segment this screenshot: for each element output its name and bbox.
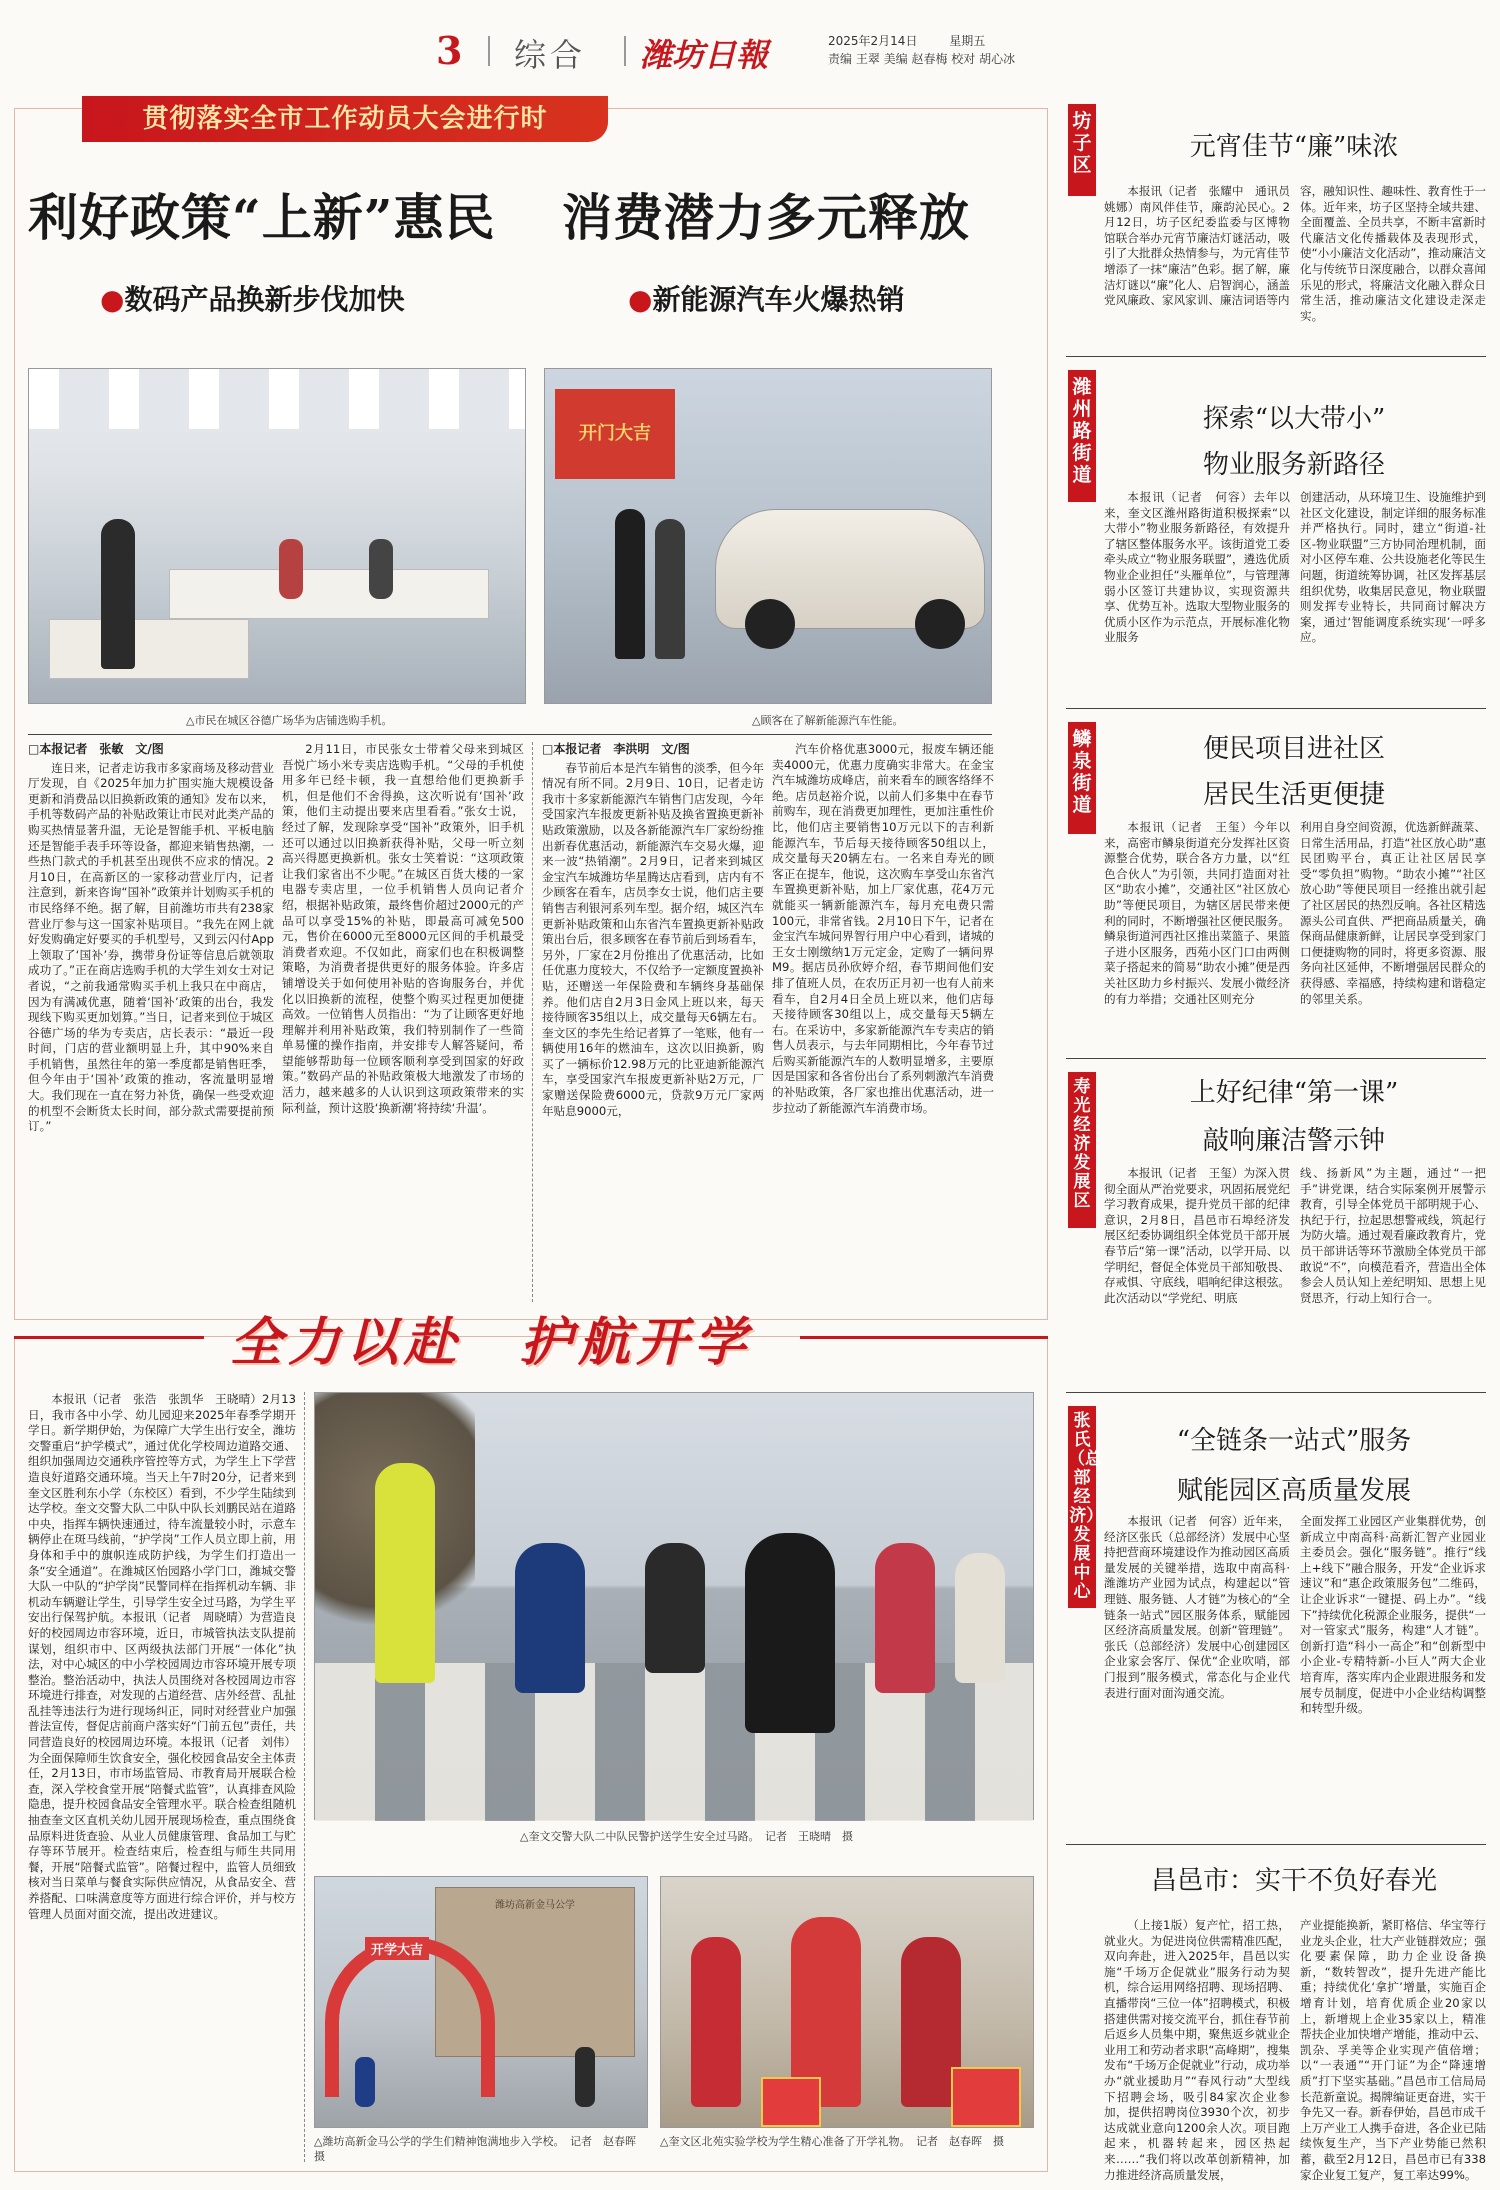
shopper-figure bbox=[615, 509, 645, 659]
police-officer bbox=[375, 1463, 435, 1683]
student-figure bbox=[875, 1543, 935, 1693]
gifts-photo bbox=[660, 1876, 1034, 2128]
issue-date bbox=[828, 32, 985, 49]
phone-photo-caption: △市民在城区谷德广场华为店铺选购手机。 bbox=[186, 714, 393, 727]
shopper-figure bbox=[279, 539, 303, 599]
divider bbox=[304, 1392, 305, 2162]
gift-box bbox=[951, 2067, 1021, 2127]
display-table bbox=[49, 619, 249, 679]
right-article-col2: 利用自身空间资源，优选新鲜蔬菜、日常生活用品，打造“社区放心助”惠民团购平台，真正让社区居民享受“零负担”购物。“助农小摊”“社区放心助”等便民项目一经推出就引起了社区居民的热烈反响。各社区精选源头公司直供、严把商品质量关，确保商品健康新鲜，让居民享受到家门口便捷购物的同时，将更多资源、服务向社区延伸，不断增强居民群众的获得感、幸福感，持续构建和谐稳定的邻里关系。 bbox=[1300, 820, 1486, 1006]
student-figure bbox=[355, 2057, 375, 2107]
article-body: 连日来，记者走访我市多家商场及移动营业厅发现，自《2025年加力扩围实施大规模设备更新和消费品以旧换新政策的通知》发布以来，手机等数码产品的补贴政策让市民对此类产品的购买热情显著升温，无论是智能手机、平板电脑还是智能手表手环等设备，都迎来销售热潮，一些热门款式的手机甚至出现供不应求的情况。2月10日，在高新区的一家移动营业厅内，记者注意到，新来咨询“国补”政策并计划购买手机的市民络绎不绝。据了解，目前潍坊市共有238家营业厅参与这一国家补贴项目。“我先在网上就好发购确定好要买的手机型号，又到云闪付App上领取了‘国补’券，携带身份证等信息后就领取成功了。”正在商店选购手机的大学生刘女士对记者说，“之前我通常购买手机上我只在中商店，因为有满减优惠，随着‘国补’政策的出台，我发现线下购买更加划算。”当日，记者来到位于城区谷德广场的华为专卖店，店长表示：“最近一段时间，门店的营业额明显上升，其中90%来自手机销售，虽然往年的第一季度都是销售旺季，但今年由于‘国补’政策的推动，客流量明显增大。我们现在一直在努力补货，确保一些受欢迎的机型不会断货太长时间，部分款式需要提前预订。” bbox=[28, 760, 274, 1134]
right-article-col2: 线、扬新风”为主题，通过“一把手”讲党课，结合实际案例开展警示教育，引导全体党员干部明规于心、执纪于行，拉起思想警戒线，筑起行为防火墙。通过观看廉政教育片，党员干部讲话等环节激励全体党员干部敢说“不”，向模范看齐，营造出全体参会人员认知上差纪明知、思想上见贤思齐，行动上知行合一。 bbox=[1300, 1166, 1486, 1305]
paper-logo: 潍坊日報 bbox=[640, 36, 769, 74]
article-body: 汽车价格优惠3000元，报废车辆还能卖4000元，优惠力度确实非常大。在金宝汽车城潍坊成峰店，前来看车的顾客络绎不绝。店员赵裕介说，以前人们多集中在春节前购车，现在消费更加理性，更加注重性价比，他们店主要销售10万元以下的吉利新能源汽车，节后每天接待顾客50组以上，成交量每天20辆左右。一名来自寿光的顾客正在提车，他说，这次购车享受山东省汽车置换更新补贴，加上厂家优惠，花4万元就能买一辆新能源汽车，每月充电费只需100元，非常省钱。2月10日下午，记者在金宝汽车城问界智行用户中心看到，诸城的王女士刚缴纳1万元定金，定购了一辆问界M9。据店员孙欣婷介绍，春节期间他们安排了值班人员，在农历正月初一也有人前来看车，自2月4日全员上班以来，他们店每天接待顾客30组以上，成交量每天5辆左右。在采访中，多家新能源汽车专卖店的销售人员表示，与去年同期相比，今年春节过后购买新能源汽车的人数明显增多，主要原因是国家和各省份出台了系列刺激汽车消费的补贴政策，各厂家也推出优惠活动，进一步拉动了新能源汽车消费市场。 bbox=[772, 742, 994, 1115]
divider bbox=[1066, 1058, 1486, 1059]
crossing-photo-caption: △奎文交警大队二中队民警护送学生安全过马路。 记者 王晓晴 摄 bbox=[520, 1830, 853, 1843]
shopper-figure bbox=[101, 519, 135, 669]
ceiling-lights bbox=[29, 369, 525, 429]
headline-wave-left bbox=[14, 1336, 204, 1339]
right-article-col1: （上接1版）复产忙，招工热，就业火。为促进岗位供需精准匹配，双向奔赴，进入2025年，昌邑以实施“千场万企促就业”服务行动为契机，综合运用网络招聘、现场招聘、直播带岗“三位一体”招聘模式，积极搭建供需对接交流平台，抓住春节前后返乡人员集中期，聚焦返乡就业企业用工和劳动者求职“高峰期”，搜集发布“千场万企促就业”行动，成功举办“就业援助月”“春风行动”大型线下招聘会场，吸引84家次企业参加，提供招聘岗位3930个次，初步达成就业意向1200余人次。项目跑起来，机器转起来，园区热起来……“我们将以改革创新精神，加力推进经济高质量发展， bbox=[1104, 1918, 1290, 2182]
wheel bbox=[745, 599, 795, 649]
section-tab: 寿光经济发展区 bbox=[1068, 1072, 1096, 1228]
student-figure bbox=[575, 2047, 595, 2107]
right-headline: 探索“以大带小” bbox=[1202, 404, 1386, 434]
byline: □本报记者 李洪明 文/图 bbox=[542, 742, 690, 756]
right-headline: 便民项目进社区 bbox=[1202, 734, 1385, 764]
gift-box bbox=[761, 2077, 821, 2127]
right-subheadline: 物业服务新路径 bbox=[1202, 450, 1385, 480]
headline-left: 利好政策“上新”惠民 bbox=[28, 188, 496, 247]
story-phones-col2 bbox=[282, 742, 524, 1302]
crossing-photo bbox=[314, 1392, 1034, 1820]
right-article-col2: 容，融知识性、趣味性、教育性于一体。近年来，坊子区坚持全域共建、全面覆盖、全员共享，不断丰富新时代廉洁文化传播载体及表现形式，使“小小廉洁文化活动”，推动廉洁文化与传统节日深度融合，以群众喜闻乐见的形式，将廉洁文化融入群众日常生活，推动廉洁文化建设走深走实。 bbox=[1300, 184, 1486, 323]
subhead-right: ●新能源汽车火爆热销 bbox=[628, 283, 905, 316]
arch-sign: 开学大吉 bbox=[365, 1937, 429, 1960]
page-number: 3 bbox=[436, 28, 463, 73]
right-article-col1: 本报讯（记者 王玺）为深入贯彻全面从严治党要求，巩固拓展党纪学习教育成果，提升党员干部的纪律意识，2月8日，昌邑市石埠经济发展区纪委协调组织全体党员干部开展春节后“第一课”活动，以学开局、以学明纪，督促全体党员干部知敬畏、存戒惧、守底线，唱响纪律这根弦。此次活动以“学党纪、明底 bbox=[1104, 1166, 1290, 1305]
right-headline: 元宵佳节“廉”味浓 bbox=[1189, 132, 1399, 162]
red-banner bbox=[555, 389, 675, 479]
car-sign-text: 开门大吉 bbox=[579, 423, 651, 444]
school-article bbox=[28, 1392, 296, 2162]
banner bbox=[82, 96, 608, 142]
story-cars-col1 bbox=[542, 742, 764, 1302]
article-body: 本报讯（记者 张浩 张凯华 王晓晴）2月13日，我市各中小学、幼儿园迎来2025年春季学期开学日。新学期伊始，为保障广大学生出行安全，潍坊交警重启“护学模式”，通过优化学校周边道路交通、组织加强周边交通秩序管控等方式，为学生上下学营造良好道路交通环境。当天上午7时20分，记者来到奎文区胜利东小学（东校区）看到，不少学生陆续到达学校。奎文交警大队二中队中队长刘鹏民站在道路中央，指挥车辆快速通过，待车流量较小时，示意车辆停止在斑马线前，“护学岗”工作人员立即上前，用身体和手中的旗帜连成防护线，为学生们打造出一条“安全通道”。在潍城区怡园路小学门口，潍城交警大队一中队的“护学岗”民警同样在指挥机动车辆、非机动车辆避让学生，引导学生安全过马路，为学生平安出行保驾护航。本报讯（记者 周晓晴）为营造良好的校园周边市容环境，近日，市城管执法支队提前谋划，组织市中、区两级执法部门开展“一体化”执法，对中心城区的中小学校园周边市容环境开展专项整治。整治活动中，执法人员围绕对各校园周边市容环境进行排查，对发现的占道经营、店外经营、乱扯乱挂等违法行为进行现场纠正，同时对经营业户加强普法宣传，督促店前商户落实好“门前五包”责任，共同营造良好的校园周边环境。本报讯（记者 刘伟）为全面保障师生饮食安全，强化校园食品安全主体责任，2月13日，市市场监管局、市教育局开展联合检查，深入学校食堂开展“陪餐式监管”，认真排查风险隐患，提升校园食品安全管理水平。联合检查组随机抽查奎文区直机关幼儿园开展现场检查，重点围绕食品原料进货查验、从业人员健康管理、食品加工与贮存等环节展开。检查结束后，检查组与师生共同用餐，开展“陪餐式监管”。陪餐过程中，监管人员细致核对当日菜单与餐食实际供应情况，从食品安全、营养搭配、口味满意度等方面进行综合评价，并与校方管理人员面对面交流，提出改进建议。 bbox=[28, 1392, 296, 1921]
article-body: 春节前后本是汽车销售的淡季，但今年情况有所不同。2月9日、10日，记者走访我市十多家新能源汽车销售门店发现，今年受国家汽车报废更新补贴及换省置换更新补贴政策激励，以及各新能源汽车厂家纷纷推出新春优惠活动，新能源汽车交易火爆，迎来一波“热销潮”。2月9日，记者来到城区金宝汽车城潍坊华星腾达店看到，店内有不少顾客在看车，店员李女士说，他们店主要销售吉利银河系列车型。据介绍，城区汽车更新补贴政策和山东省汽车置换更新补贴政策出台后，很多顾客在春节前后到场看车，另外，厂家在2月份推出了优惠活动，比如任优惠力度较大，不仅给予一定额度置换补贴，还赠送一年保险费和车辆终身基础保养。他们店自2月3日金风上班以来，每天接待顾客35组以上，成交量每天6辆左右。奎文区的李先生给记者算了一笔账，他有一辆使用16年的燃油车，这次以旧换新，购买了一辆标价12.98万元的比亚迪新能源汽车，享受国家汽车报废更新补贴2万元，厂家赠送保险费6000元，贷款9万元厂家两年贴息9000元， bbox=[542, 760, 764, 1118]
car-photo-caption: △顾客在了解新能源汽车性能。 bbox=[752, 714, 904, 727]
masthead bbox=[418, 28, 1098, 72]
section-tab: 潍州路街道 bbox=[1068, 370, 1096, 502]
story-cars-col2 bbox=[772, 742, 994, 1302]
gifts-caption: △奎文区北苑实验学校为学生精心准备了开学礼物。 记者 赵春晖 摄 bbox=[660, 2135, 1004, 2148]
headline-wave-right bbox=[800, 1336, 1048, 1339]
bullet-icon: ● bbox=[100, 283, 125, 316]
date: 2025年2月14日 bbox=[828, 34, 918, 48]
right-subheadline: 赋能园区高质量发展 bbox=[1176, 1476, 1411, 1506]
headline-right: 消费潜力多元释放 bbox=[562, 188, 970, 247]
shopper-figure bbox=[369, 539, 393, 599]
right-article-col1: 本报讯（记者 王玺）今年以来，高密市鳞泉街道充分发挥社区资源整合优势，联合各方力量，以“红色合伙人”为引领，共同打造面对社区“助农小摊”，交通社区“社区放心助”等便民项目，为辖区居民带来便利的同时，不断增强社区便民服务。鳞泉街道河西社区推出菜篮子、果篮子进小区服务，西苑小区门口由两侧菜子搭起来的简易“助农小摊”便是西关社区助力乡村振兴、发展小微经济的有力举措；交通社区则充分 bbox=[1104, 820, 1290, 1006]
right-subheadline: 敲响廉洁警示钟 bbox=[1202, 1126, 1385, 1156]
divider bbox=[1066, 1844, 1486, 1845]
section-tab: 张氏（总部经济）发展中心 bbox=[1068, 1406, 1096, 1608]
right-headline: 上好纪律“第一课” bbox=[1189, 1078, 1399, 1108]
student-figure bbox=[691, 1937, 741, 2107]
subhead-left: ●数码产品换新步伐加快 bbox=[100, 283, 405, 316]
right-article-col1: 本报讯（记者 张耀中 通讯员 姚娜）南风伴佳节，廉韵沁民心。2月12日，坊子区纪委监委与区博物馆联合举办元宵节廉洁灯谜活动，吸引了大批群众热情参与，为元宵佳节增添了一抹“廉洁”色彩。据了解，廉洁灯谜以“廉”化人、启智润心，涵盖党风廉政、家风家训、廉洁词语等内 bbox=[1104, 184, 1302, 308]
banner-title: 贯彻落实全市工作动员大会进行时 bbox=[142, 104, 548, 134]
student-figure bbox=[955, 1553, 1005, 1683]
school-headline: 全力以赴 护航开学 bbox=[230, 1312, 753, 1373]
divider bbox=[532, 742, 533, 1302]
byline: □本报记者 张敏 文/图 bbox=[28, 742, 164, 756]
divider bbox=[488, 36, 490, 66]
weekday: 星期五 bbox=[949, 34, 986, 48]
story-phones-col1 bbox=[28, 742, 274, 1302]
balloon-arch bbox=[325, 1937, 495, 2097]
divider bbox=[1066, 708, 1486, 709]
display-table bbox=[169, 569, 489, 619]
editor-credits: 责编 王翠 美编 赵春梅 校对 胡心冰 bbox=[828, 52, 1016, 66]
right-article-col1: 本报讯（记者 何容）近年来，经济区张氏（总部经济）发展中心坚持把营商环境建设作为推动园区高质量发展的关键举措，选取中南高科·潍潍坊产业园为试点，构建起以“管理链、服务链、人才链”为核心的“全链条一站式”园区服务体系，赋能园区经济高质量发展。创新“管理链”。张氏（总部经济）发展中心创建园区企业家会客厅、保优“企业吹哨，部门报到”服务模式，常态化与企业代表进行面对面沟通交流。 bbox=[1104, 1514, 1290, 1700]
building-name: 潍坊高新金马公学 bbox=[495, 1900, 575, 1911]
divider bbox=[1066, 356, 1486, 357]
article-body: 2月11日，市民张女士带着父母来到城区吾悦广场小米专卖店选购手机。“父母的手机使用多年已经卡顿，我一直想给他们更换新手机，但是他们不舍得换，这次听说有‘国补’政策，他们主动提出要来店里看看。”张女士说，经过了解，发现除享受“国补”政策外，旧手机还可以通过以旧换新获得补贴，父母一听立刻高兴得愿更换新机。张女士笑着说：“这项政策让我们家省出不少呢。”在城区百货大楼的一家电器专卖店里，一位手机销售人员向记者介绍，根据补贴政策，最终售价超过2000元的产品可以享受15%的补贴，即最高可减免500元，售价在6000元至8000元区间的手机最受消费者欢迎。不仅如此，商家们也在积极调整策略，为消费者提供更好的服务体验。许多店铺增设关于如何使用补贴的咨询服务台，并优化以旧换新的流程，使整个购买过程更加便捷高效。一位销售人员指出：“为了让顾客更好地理解并利用补贴政策，我们特别制作了一些简单易懂的操作指南，并安排专人解答疑问，希望能够帮助每一位顾客顺利享受到国家的好政策。”数码产品的补贴政策极大地激发了市场的活力，越来越多的人认识到这项政策带来的实际利益，预计这股‘换新潮’将持续‘升温’。 bbox=[282, 742, 524, 1115]
section-tab: 鳞泉街道 bbox=[1068, 722, 1096, 834]
car-showroom-photo bbox=[544, 368, 992, 704]
section-tab: 坊子区 bbox=[1068, 104, 1096, 196]
right-headline: “全链条一站式”服务 bbox=[1176, 1426, 1412, 1456]
right-article-col2: 全面发挥工业园区产业集群优势，创新成立中南高科·高新汇智产业园业主委员会。强化“服务链”。推行“线上+线下”融合服务，开发“企业诉求速议”和“惠企政策服务包”二维码，让企业诉求“一键提、码上办”。“线下”持续优化税源企业服务，提供“一对一管家式”服务，构建“人才链”。创新打造“科小一高企”和“创新型中小企业-专精特新-小巨人”两大企业培育库，落实库内企业跟进服务和发展专员制度，促进中小企业结构调整和转型升级。 bbox=[1300, 1514, 1486, 1716]
wheel bbox=[915, 599, 965, 649]
school-gate-caption: △潍坊高新金马公学的学生们精神饱满地步入学校。 记者 赵春晖 摄 bbox=[314, 2135, 647, 2163]
shopper-figure bbox=[655, 519, 685, 659]
school-gate-photo bbox=[314, 1876, 648, 2128]
right-article-col1: 本报讯（记者 何容）去年以来，奎文区潍州路街道积极探索“以大带小”物业服务新路径，有效提升了辖区整体服务水平。该街道党工委牵头成立“物业服务联盟”，遴选优质物业企业担任“头雁单位”，与管理薄弱小区签订共建协议，实现资源共享、优势互补。选取大型物业服务的优质小区作为示范点，开展标准化物业服务 bbox=[1104, 490, 1290, 645]
bullet-icon: ● bbox=[628, 283, 653, 316]
right-subheadline: 居民生活更便捷 bbox=[1202, 780, 1385, 810]
phone-store-photo bbox=[28, 368, 526, 704]
right-headline: 昌邑市：实干不负好春光 bbox=[1150, 1866, 1437, 1896]
student-figure bbox=[515, 1543, 585, 1693]
right-article-col2: 创建活动，从环境卫生、设施维护到社区文化建设，制定详细的服务标准并严格执行。同时，建立“街道-社区-物业联盟”三方协同治理机制，面对小区停车难、公共设施老化等民生问题，街道统筹协调，社区发挥基层组织优势，收集居民意见，物业联盟则发挥专业特长，共同商讨解决方案，通过‘智能调度系统实现’一呼多应。 bbox=[1300, 490, 1486, 645]
student-figure bbox=[645, 1543, 705, 1673]
student-figure bbox=[745, 1533, 835, 1733]
section-name: 综合 bbox=[514, 36, 587, 74]
divider bbox=[1066, 1392, 1486, 1393]
right-article-col2: 产业提能换新，紧盯格信、华宝等行业龙头企业，壮大产业链群效应；强化要素保障，助力企业设备换新，“数转智改”，提升先进产能比重；持续优化‘拿扩’增量，实施百企增育计划，培育优质企业20家以上，新增规上企业35家以上，精准帮扶企业加快增产增能，推动中云、凯杂、孚美等企业实现产值倍增；以“一表通”“开门证”为企“降速增质”打下坚实基础。”昌邑市工信局局长范新童说。揭牌编证更奋进，实干争先又一春。新春伊始，昌邑市成千上万产业工人携手奋进，各企业已陆续恢复生产，当下产业势能已然积蓄，截至2月12日，昌邑市已有338家企业复工复产，复工率达99%。 bbox=[1300, 1918, 1486, 2182]
divider bbox=[624, 36, 626, 66]
divider bbox=[28, 734, 992, 735]
